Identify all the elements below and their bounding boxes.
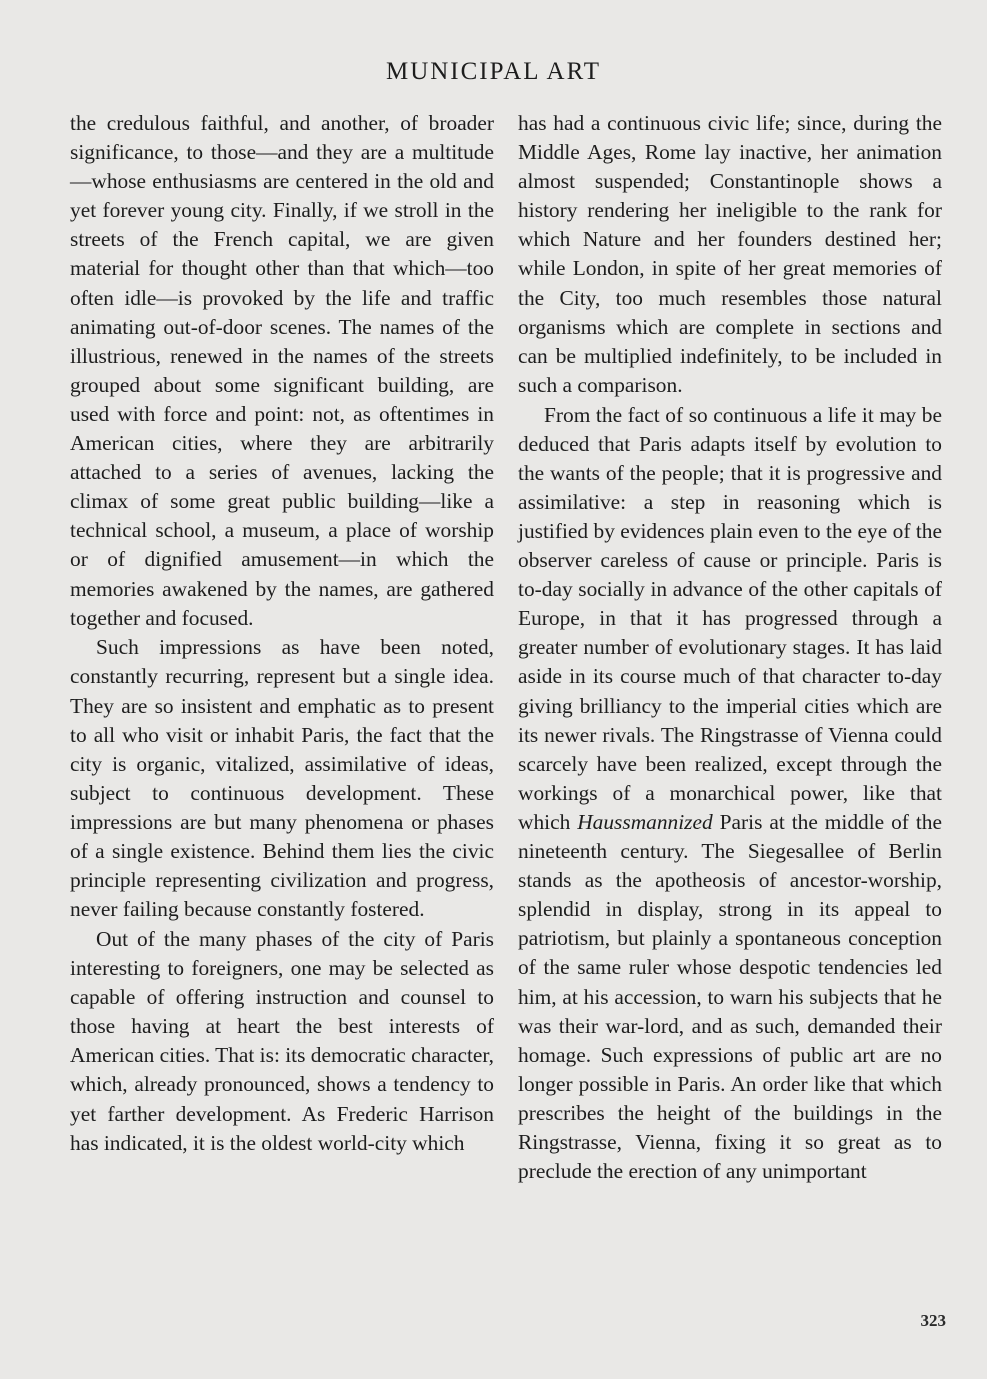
paragraph-impressions: Such impressions as have been noted, constantly recurring, represent but a single idea. They are so insistent and emphatic as to present to all who visit or inhabit Paris, the fact that the city is organic, vitalized, assimilative of ideas, subject to continuous development. These impressions are but many phenomena or phases of a single existence. Behind them lies the civic principle representing civilization and progress, never failing because constantly fostered. <box>70 635 494 922</box>
italic-term: Haussmannized <box>577 809 713 834</box>
left-column <box>70 109 494 1158</box>
paragraph-evolution <box>518 401 942 1187</box>
paragraph-continued: the credulous faithful, and another, of broader significance, to those—and they are a multitude—whose enthusiasms are centered in the old and yet forever young city. Finally, if we stroll in the streets of the French capital, we are given material for thought other than that which—too often idle—is provoked by the life and traffic animating out-of-door scenes. The names of the illustrious, renewed in the names of the streets grouped about some significant building, are used with force and point: not, as oftentimes in American cities, where they are arbitrarily attached to a series of avenues, lacking the climax of some great public building—like a technical school, a museum, a place of worship or of dignified amusement—in which the memories awakened by the names, are gathered together and focused. <box>70 111 494 630</box>
running-head: MUNICIPAL ART <box>385 58 602 85</box>
paragraph-evolution-text-b: Paris at the middle of the nineteenth century. The Siegesallee of Berlin stands as the apotheosis of ancestor-worship, splendid in display, strong in its appeal to patriotism, but plainly a spontaneous conception of the same ruler whose despotic tendencies led him, at his accession, to warn his subjects that he was their war-lord, and as such, demanded their homage. Such expressions of public art are no longer possible in Paris. An order like that which prescribes the height of the buildings in the Ringstrasse, Vienna, fixing it so great as to preclude the erection of any unimportant <box>518 809 942 1184</box>
page-number: 323 <box>920 1311 946 1330</box>
paragraph-civic-life: has had a continuous civic life; since, during the Middle Ages, Rome lay inactive, her animation almost suspended; Constantinople shows a history rendering her ineligible to the rank for which Nature and her founders destined her; while London, in spite of her great memories of the City, too much resembles those natural organisms which are complete in sections and can be multiplied indefinitely, to be included in such a comparison. <box>518 111 942 397</box>
paragraph-evolution-text-a: From the fact of so continuous a life it may be deduced that Paris adapts itself by evolution to the wants of the people; that it is progressive and assimilative: a step in reasoning which is justified by evidences plain even to the eye of the observer careless of cause or principle. Paris is to-day socially in advance of the other capitals of Europe, in that it has progressed through a greater number of evolutionary stages. It has laid aside in its course much of that character to-day giving brilliancy to the imperial cities which are its newer rivals. The Ringstrasse of Vienna could scarcely have been realized, except through the workings of a monarchical power, like that which <box>518 402 942 834</box>
right-column <box>518 109 942 1186</box>
paragraph-phases: Out of the many phases of the city of Paris interesting to foreigners, one may be selected as capable of offering instruction and counsel to those having at heart the best interests of American cities. That is: its democratic character, which, already pronounced, shows a tendency to yet farther development. As Frederic Harrison has indicated, it is the oldest world-city which <box>70 927 494 1155</box>
